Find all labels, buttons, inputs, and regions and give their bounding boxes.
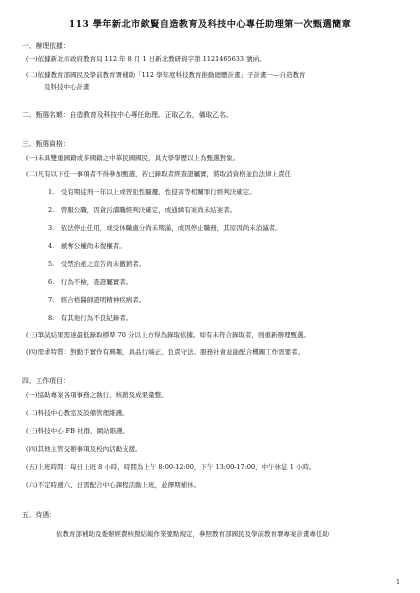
section1-item2-line2: 及科技中心計畫 xyxy=(44,83,90,91)
section3-subitem-3: 3. 依法停止任用，或受休職處分尚未期滿，或因停止職務，其原因尚未消滅者。 xyxy=(48,224,282,232)
section3-subitem-5: 5. 受禁治產之宣告尚未撤銷者。 xyxy=(48,260,146,268)
section3-item4: (四)需求特質：對動手實作有興趣，具品行端正、負責守法、服務社會並能配合機關工作需要者。 xyxy=(26,348,305,356)
section4-item-2: (二)科技中心教室及設備管理維護。 xyxy=(26,409,129,417)
section1-item1: (一)依據新北市政府教育局 112 年 8 月 1 日新北教研資字第 1121465633 號函。 xyxy=(26,55,266,63)
section3-item1: (一)未具雙重國籍或多國籍之中華民國國民，具大學學歷以上為甄選對象。 xyxy=(26,154,240,162)
section3-subitem-1: 1. 受有期徒刑一年以上或曾犯性騷擾、性侵害等相關罪行經判決確定。 xyxy=(48,188,256,196)
section4-item-4: (四)其他主管交辦事項及校內活動支援。 xyxy=(26,445,142,453)
section2-text: 自造教育及科技中心專任助理。正取乙名，備取乙名。 xyxy=(69,111,233,119)
section4-item-5: (五)上班時間：每日上班 8 小時，時間為上午 8:00-12:00，下午 13:00-17:00，中午休息 1 小時。 xyxy=(26,463,316,471)
section4-item-3: (三)科技中心 FB 社群、網站維護。 xyxy=(26,427,129,435)
section3-item3: (三)筆試結果需達最低錄取標準 70 分以上方得為錄取依據。如有未符合錄取者，則重新辦理甄選。 xyxy=(26,331,310,339)
section4-item-1: (一)協助專案各項事務之執行，核銷及成果彙整。 xyxy=(26,391,168,399)
section2-heading-text: 二、甄選名額： xyxy=(22,111,70,119)
section5-heading: 五、待遇： xyxy=(22,511,56,519)
section3-subitem-8: 8. 有其他行為不良紀錄者。 xyxy=(48,314,133,322)
document-title: 113 學年新北市欽賢自造教育及科技中心專任助理第一次甄選簡章 xyxy=(68,19,352,30)
section3-heading: 三、甄選資格： xyxy=(22,140,70,148)
section3-subitem-2: 2. 曾服公職，因貪污瀆職經判決確定，或通緝有案尚未結案者。 xyxy=(48,206,237,214)
section4-heading: 四、工作項目： xyxy=(22,377,70,385)
section1-item2-line1: (二)依據教育部國民及學前教育署補助「112 學年度科技教育推動總體計畫」子計畫一—自造教育 xyxy=(26,71,306,79)
section3-item2: (二)凡有以下任一事項者不得參加甄選，若已錄取者經查證屬實，將取消資格並負法律上責任 xyxy=(26,170,292,178)
section3-subitem-4: 4. 褫奪公權尚未復權者。 xyxy=(48,242,126,250)
section1-heading: 一、辦理依據： xyxy=(22,42,70,50)
page-number: 1 xyxy=(396,579,400,586)
section2-heading xyxy=(22,111,233,120)
section5-text: 依教育部補助及委辦經費核撥結報作業要點規定，參照教育部國民及學前教育署專案計畫專任助 xyxy=(56,530,329,538)
section3-subitem-7: 7. 經合格醫師證明精神疾病者。 xyxy=(48,296,146,304)
section4-item-6: (六)不定時週六、日需配合中心課程活動上班，並擇期補休。 xyxy=(26,481,201,489)
section3-subitem-6: 6. 行為不檢，查證屬實者。 xyxy=(48,278,133,286)
